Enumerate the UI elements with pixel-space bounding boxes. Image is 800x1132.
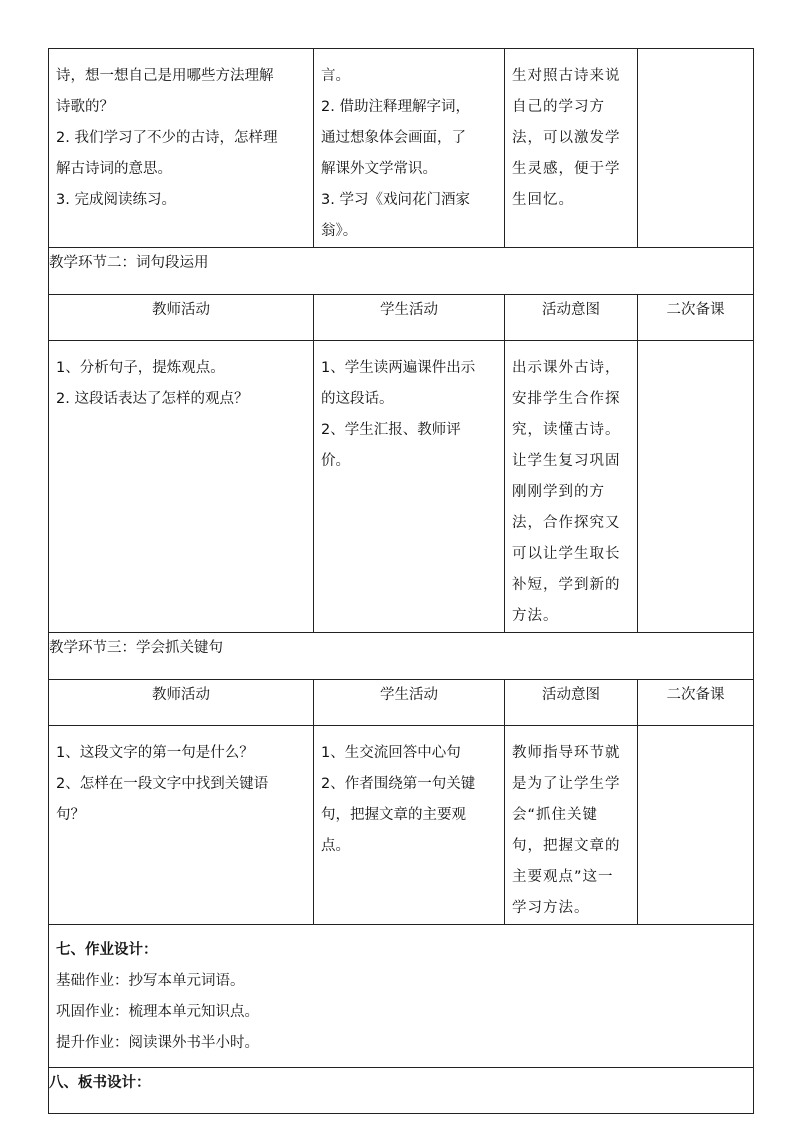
text-line: 诗歌的？: [56, 99, 114, 115]
text-line: 解古诗词的意思。: [56, 161, 172, 177]
text-line: 学习方法。: [512, 900, 590, 916]
text-line: 究，读懂古诗。: [512, 422, 621, 438]
text-line: 诗，想一想自己是用哪些方法理解: [56, 68, 274, 84]
section3-notes-cell: [638, 726, 754, 925]
text-line: 解课外文学常识。: [321, 161, 437, 177]
text-line: 点。: [321, 838, 350, 854]
text-line: 言。: [321, 68, 350, 84]
section3-content-row: [49, 726, 754, 925]
text-line: 出示课外古诗，: [512, 360, 621, 376]
homework-block: [49, 925, 753, 1067]
top-purpose-cell: [505, 49, 638, 248]
section2-purpose-cell: [505, 341, 638, 633]
text-line: 3. 学习《戏问花门酒家: [321, 192, 470, 208]
header-activity-purpose: 活动意图: [505, 680, 638, 726]
text-line: 3. 完成阅读练习。: [56, 192, 176, 208]
header-student-activity: 学生活动: [314, 295, 505, 341]
text-line: 是为了让学生学: [512, 776, 621, 792]
section3-teacher-text: [49, 726, 313, 831]
text-line: 的这段话。: [321, 391, 394, 407]
board-row: [49, 1068, 754, 1114]
header-second-prep: 二次备课: [638, 680, 754, 726]
homework-item: 基础作业：抄写本单元词语。: [56, 973, 245, 989]
text-line: 教师指导环节就: [512, 745, 621, 761]
section3-title-row: [49, 633, 754, 680]
text-line: 刚刚学到的方: [512, 484, 605, 500]
text-line: 2、作者围绕第一句关键: [321, 776, 476, 792]
top-student-cell: [314, 49, 505, 248]
text-line: 自己的学习方: [512, 99, 605, 115]
text-line: 法，合作探究又: [512, 515, 621, 531]
section2-content-row: [49, 341, 754, 633]
section2-purpose-text: [505, 341, 637, 632]
homework-row: [49, 925, 754, 1068]
section3-purpose-text: [505, 726, 637, 924]
homework-cell: [49, 925, 754, 1068]
text-line: 通过想象体会画面，了: [321, 130, 466, 146]
homework-item: 巩固作业：梳理本单元知识点。: [56, 1004, 259, 1020]
text-line: 主要观点”这一: [512, 869, 614, 885]
text-line: 价。: [321, 453, 350, 469]
header-second-prep: 二次备课: [638, 295, 754, 341]
board-title: 八、板书设计：: [49, 1068, 754, 1114]
header-activity-purpose: 活动意图: [505, 295, 638, 341]
section2-title-row: [49, 248, 754, 295]
homework-title: 七、作业设计：: [56, 942, 158, 958]
section2-notes-cell: [638, 341, 754, 633]
section2-student-text: [314, 341, 504, 477]
text-line: 2、怎样在一段文字中找到关键语: [56, 776, 269, 792]
text-line: 生回忆。: [512, 192, 574, 208]
header-teacher-activity: 教师活动: [49, 295, 314, 341]
text-line: 让学生复习巩固: [512, 453, 621, 469]
header-teacher-activity: 教师活动: [49, 680, 314, 726]
text-line: 1、这段文字的第一句是什么？: [56, 745, 254, 761]
top-teacher-cell: [49, 49, 314, 248]
text-line: 翁》。: [321, 223, 358, 239]
section3-student-cell: [314, 726, 505, 925]
section3-teacher-cell: [49, 726, 314, 925]
text-line: 1、生交流回答中心句: [321, 745, 461, 761]
section2-teacher-text: [49, 341, 313, 415]
header-student-activity: 学生活动: [314, 680, 505, 726]
top-teacher-text: [49, 49, 313, 216]
top-row: [49, 49, 754, 248]
text-line: 方法。: [512, 608, 559, 624]
section3-header-row: [49, 680, 754, 726]
text-line: 句？: [56, 807, 85, 823]
text-line: 生灵感，便于学: [512, 161, 621, 177]
top-purpose-text: [505, 49, 637, 216]
lesson-plan-table: [48, 48, 754, 1114]
text-line: 安排学生合作探: [512, 391, 621, 407]
text-line: 1、分析句子，提炼观点。: [56, 360, 225, 376]
section2-header-row: [49, 295, 754, 341]
section2-title: 教学环节二：词句段运用: [49, 248, 754, 295]
text-line: 可以让学生取长: [512, 546, 621, 562]
section2-student-cell: [314, 341, 505, 633]
text-line: 句，把握文章的主要观: [321, 807, 466, 823]
text-line: 生对照古诗来说: [512, 68, 621, 84]
text-line: 法，可以激发学: [512, 130, 621, 146]
top-notes-cell: [638, 49, 754, 248]
text-line: 句，把握文章的: [512, 838, 621, 854]
text-line: 会“抓住关键: [512, 807, 599, 823]
homework-item: 提升作业：阅读课外书半小时。: [56, 1035, 259, 1051]
section3-title: 教学环节三：学会抓关键句: [49, 633, 754, 680]
text-line: 补短，学到新的: [512, 577, 621, 593]
text-line: 2、学生汇报、教师评: [321, 422, 461, 438]
text-line: 1、学生读两遍课件出示: [321, 360, 476, 376]
text-line: 2. 这段话表达了怎样的观点？: [56, 391, 249, 407]
section3-student-text: [314, 726, 504, 862]
text-line: 2. 我们学习了不少的古诗，怎样理: [56, 130, 278, 146]
text-line: 2. 借助注释理解字词，: [321, 99, 470, 115]
section2-teacher-cell: [49, 341, 314, 633]
section3-purpose-cell: [505, 726, 638, 925]
top-student-text: [314, 49, 504, 247]
